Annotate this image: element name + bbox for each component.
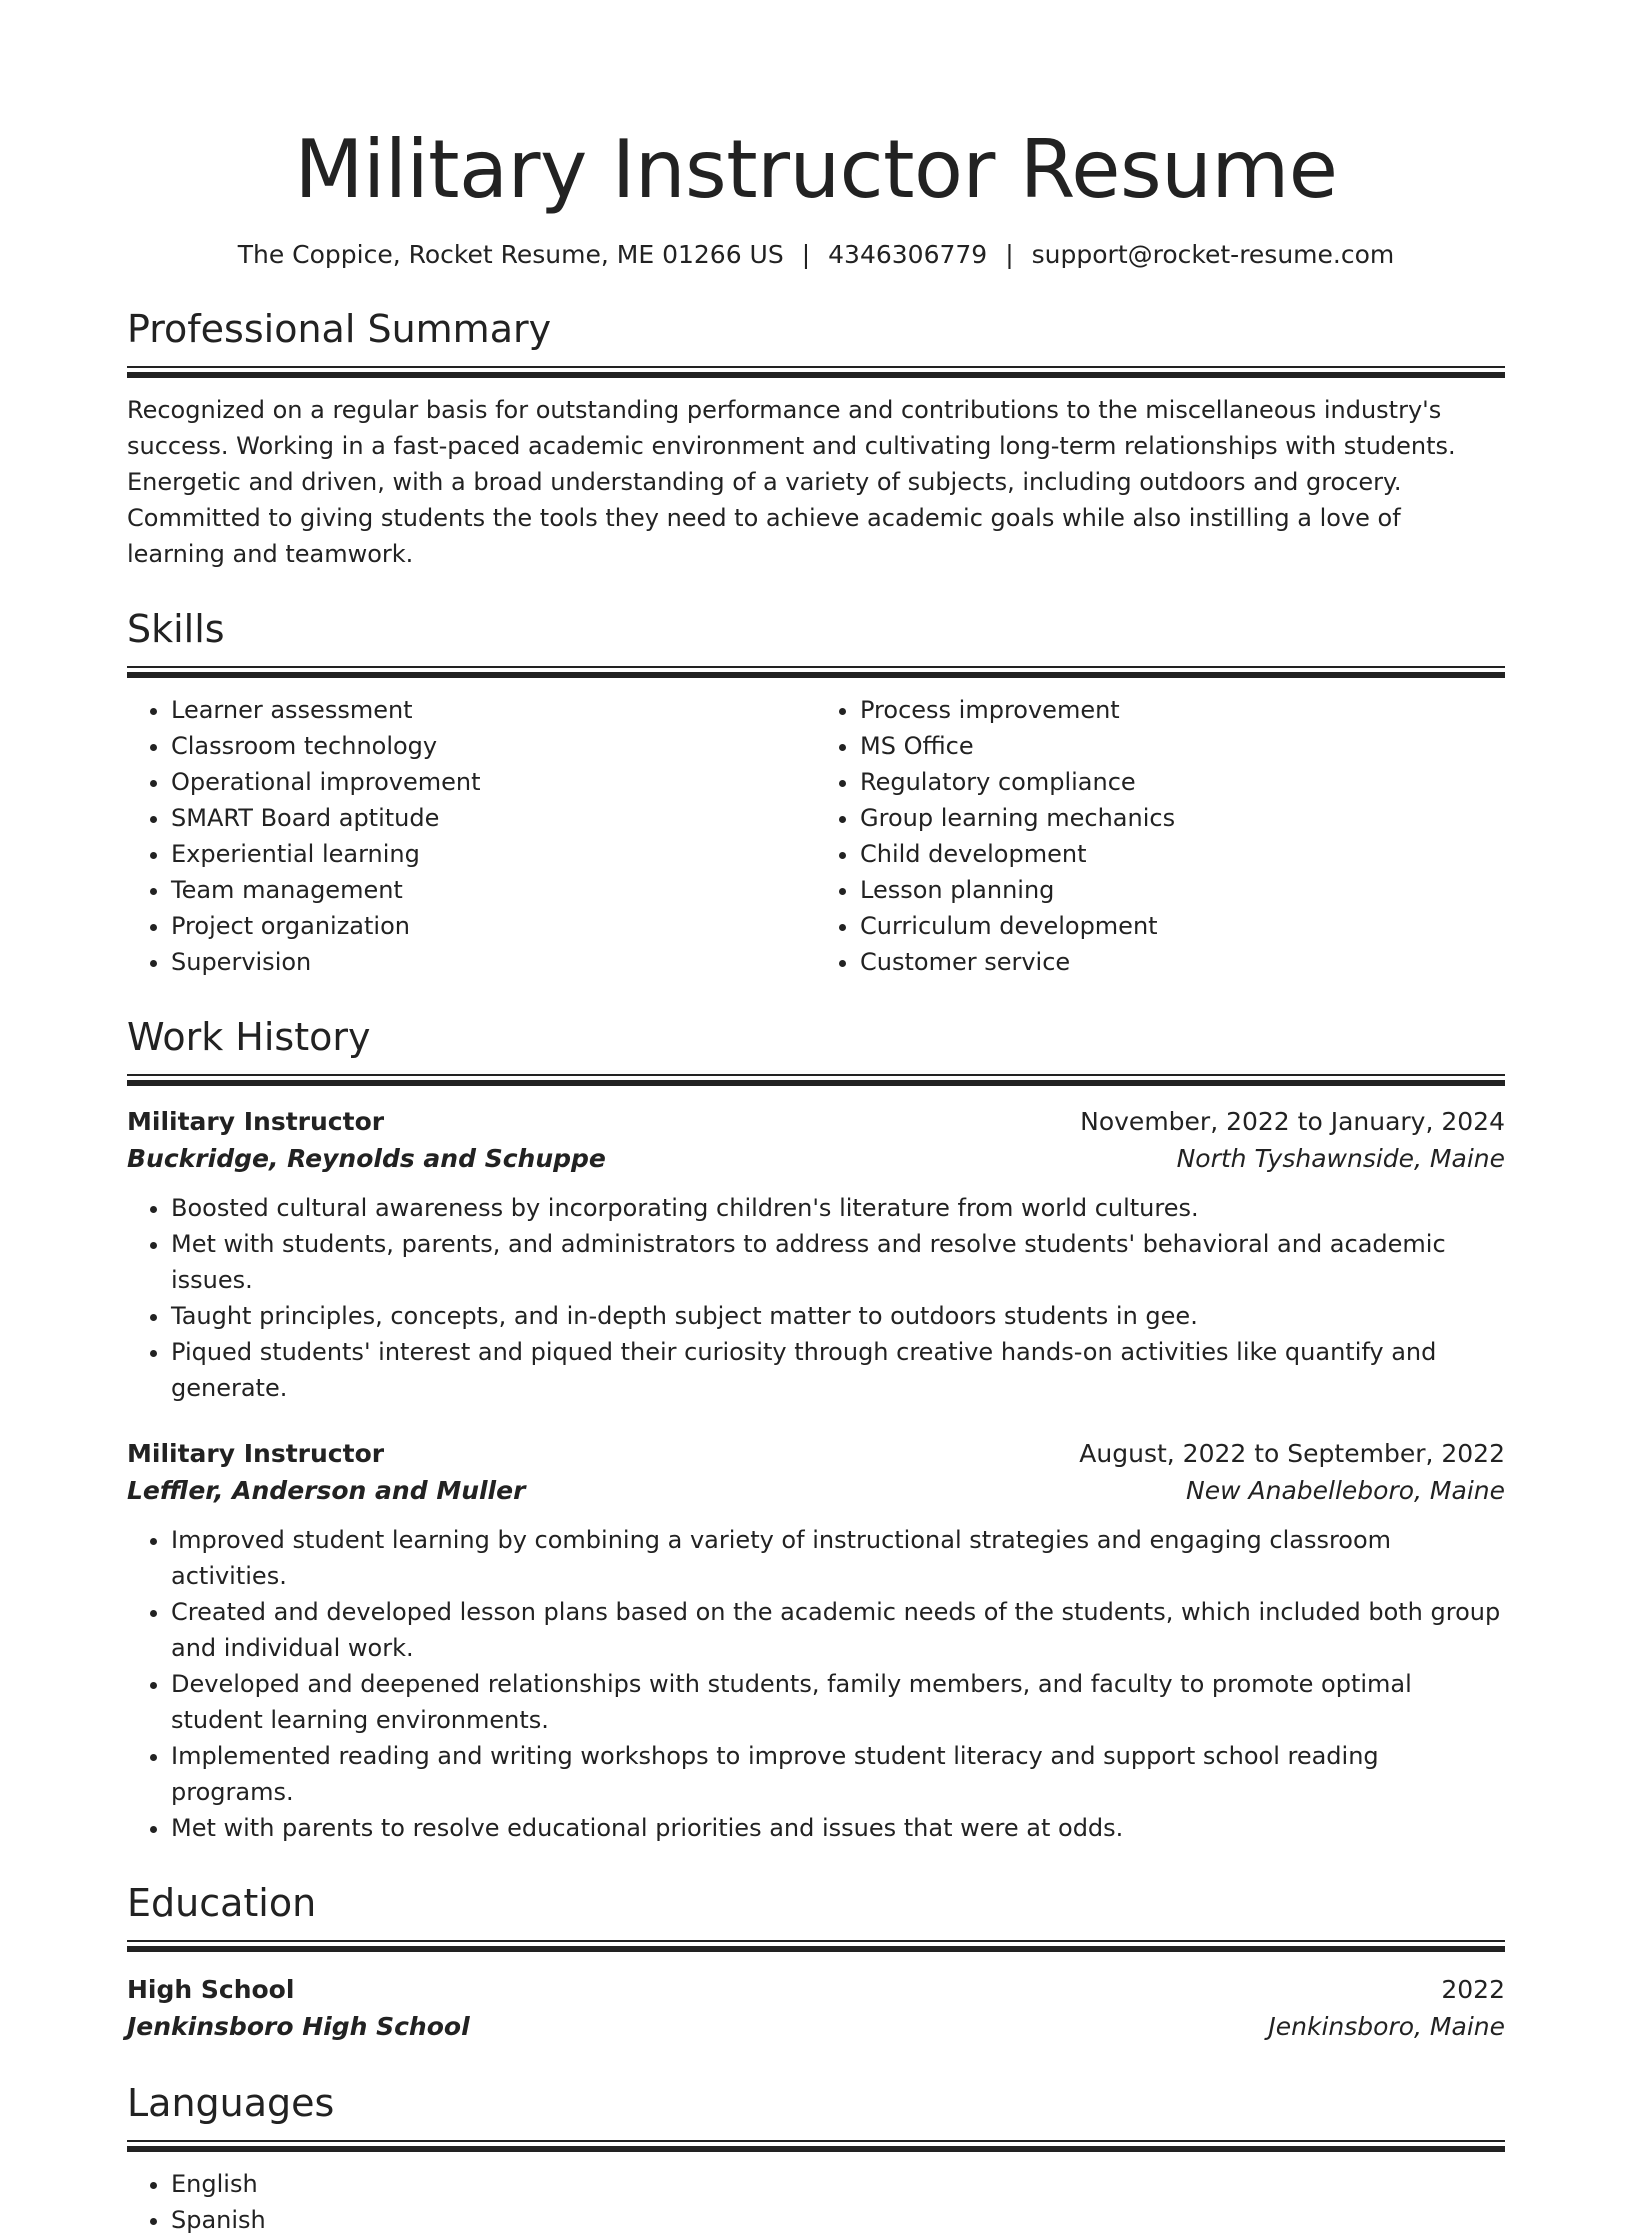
language-item: • Spanish xyxy=(171,2202,1505,2238)
job-duty-item: • Implemented reading and writing workshops to improve student literacy and support school reading programs. xyxy=(171,1738,1505,1810)
job-duty-item: • Boosted cultural awareness by incorporating children's literature from world cultures. xyxy=(171,1190,1505,1226)
skill-item: • Supervision xyxy=(171,944,816,980)
skill-item: • Team management xyxy=(171,872,816,908)
education-school: Jenkinsboro High School xyxy=(127,2012,470,2041)
skills-section-header xyxy=(127,604,1505,678)
job-duty-item: • Piqued students' interest and piqued their curiosity through creative hands-on activities like quantify and generate. xyxy=(171,1334,1505,1406)
contact-email: support@rocket-resume.com xyxy=(1031,240,1395,269)
skills-list xyxy=(127,692,1505,980)
section-divider xyxy=(127,666,1505,678)
skill-item: • Customer service xyxy=(860,944,1505,980)
skill-item: • Classroom technology xyxy=(171,728,816,764)
job-duty-item: • Developed and deepened relationships with students, family members, and faculty to promote optimal student learning environments. xyxy=(171,1666,1505,1738)
section-divider xyxy=(127,2140,1505,2152)
skill-item: • Regulatory compliance xyxy=(860,764,1505,800)
skill-item: • Group learning mechanics xyxy=(860,800,1505,836)
summary-section-header xyxy=(127,304,1505,378)
skill-item: • Curriculum development xyxy=(860,908,1505,944)
section-divider xyxy=(127,366,1505,378)
job-company-row xyxy=(127,1472,1505,1510)
skill-item: • Project organization xyxy=(171,908,816,944)
job-title: Military Instructor xyxy=(127,1439,385,1468)
contact-phone: 4346306779 xyxy=(828,240,988,269)
skill-item: • Operational improvement xyxy=(171,764,816,800)
job-duties xyxy=(127,1522,1505,1846)
language-item: • English xyxy=(171,2166,1505,2202)
contact-separator: | xyxy=(801,240,811,269)
languages-heading: Languages xyxy=(127,2081,335,2125)
work-section-header xyxy=(127,1012,1505,1086)
job-duty-item: • Created and developed lesson plans based on the academic needs of the students, which included both group and individual work. xyxy=(171,1594,1505,1666)
languages-bullets xyxy=(127,2166,1505,2238)
skills-column-right xyxy=(816,692,1505,980)
job-location: New Anabelleboro, Maine xyxy=(1186,1476,1505,1505)
skill-item: • SMART Board aptitude xyxy=(171,800,816,836)
job-duty-item: • Met with parents to resolve educational priorities and issues that were at odds. xyxy=(171,1810,1505,1846)
job-entry xyxy=(127,1104,1505,1406)
education-year: 2022 xyxy=(1441,1975,1505,2004)
skill-item: • Process improvement xyxy=(860,692,1505,728)
job-dates: August, 2022 to September, 2022 xyxy=(1079,1439,1505,1468)
skill-item: • Experiential learning xyxy=(171,836,816,872)
job-duty-item: • Met with students, parents, and administrators to address and resolve students' behavioral and academic issues. xyxy=(171,1226,1505,1298)
job-title: Military Instructor xyxy=(127,1107,385,1136)
education-degree: High School xyxy=(127,1975,295,2004)
job-header-row xyxy=(127,1104,1505,1140)
skill-item: • Child development xyxy=(860,836,1505,872)
resume-title: Military Instructor Resume xyxy=(294,123,1338,216)
job-duty-item: • Taught principles, concepts, and in-depth subject matter to outdoors students in gee. xyxy=(171,1298,1505,1334)
languages-section-header xyxy=(127,2078,1505,2152)
section-divider xyxy=(127,1940,1505,1952)
job-company: Buckridge, Reynolds and Schuppe xyxy=(127,1144,606,1173)
summary-heading: Professional Summary xyxy=(127,307,552,351)
job-entry xyxy=(127,1436,1505,1846)
job-company: Leffler, Anderson and Muller xyxy=(127,1476,526,1505)
education-entry xyxy=(127,1972,1505,2046)
job-location: North Tyshawnside, Maine xyxy=(1176,1144,1505,1173)
skill-item: • MS Office xyxy=(860,728,1505,764)
job-duties xyxy=(127,1190,1505,1406)
education-location: Jenkinsboro, Maine xyxy=(1268,2012,1505,2041)
education-section-header xyxy=(127,1878,1505,1952)
contact-line xyxy=(127,238,1505,272)
job-duty-item: • Improved student learning by combining a variety of instructional strategies and engaging classroom activities. xyxy=(171,1522,1505,1594)
education-header-row xyxy=(127,1972,1505,2008)
skills-heading: Skills xyxy=(127,607,225,651)
section-divider xyxy=(127,1074,1505,1086)
job-dates: November, 2022 to January, 2024 xyxy=(1080,1107,1505,1136)
education-school-row xyxy=(127,2008,1505,2046)
contact-separator: | xyxy=(1005,240,1014,269)
contact-address: The Coppice, Rocket Resume, ME 01266 US xyxy=(237,240,784,269)
skill-item: • Lesson planning xyxy=(860,872,1505,908)
languages-list xyxy=(127,2166,1505,2238)
job-header-row xyxy=(127,1436,1505,1472)
skill-item: • Learner assessment xyxy=(171,692,816,728)
job-company-row xyxy=(127,1140,1505,1178)
skills-column-left xyxy=(127,692,816,980)
summary-text: Recognized on a regular basis for outstanding performance and contributions to the miscellaneous industry's success. Working in a fast-paced academic environment and cultivating long-term relationships with students. Energetic and driven, with a broad understanding of a variety of subjects, including outdoors and grocery. Committed to giving students the tools they need to achieve academic goals while also instilling a love of learning and teamwork. xyxy=(127,396,1456,568)
work-heading: Work History xyxy=(127,1015,371,1059)
education-heading: Education xyxy=(127,1881,317,1925)
